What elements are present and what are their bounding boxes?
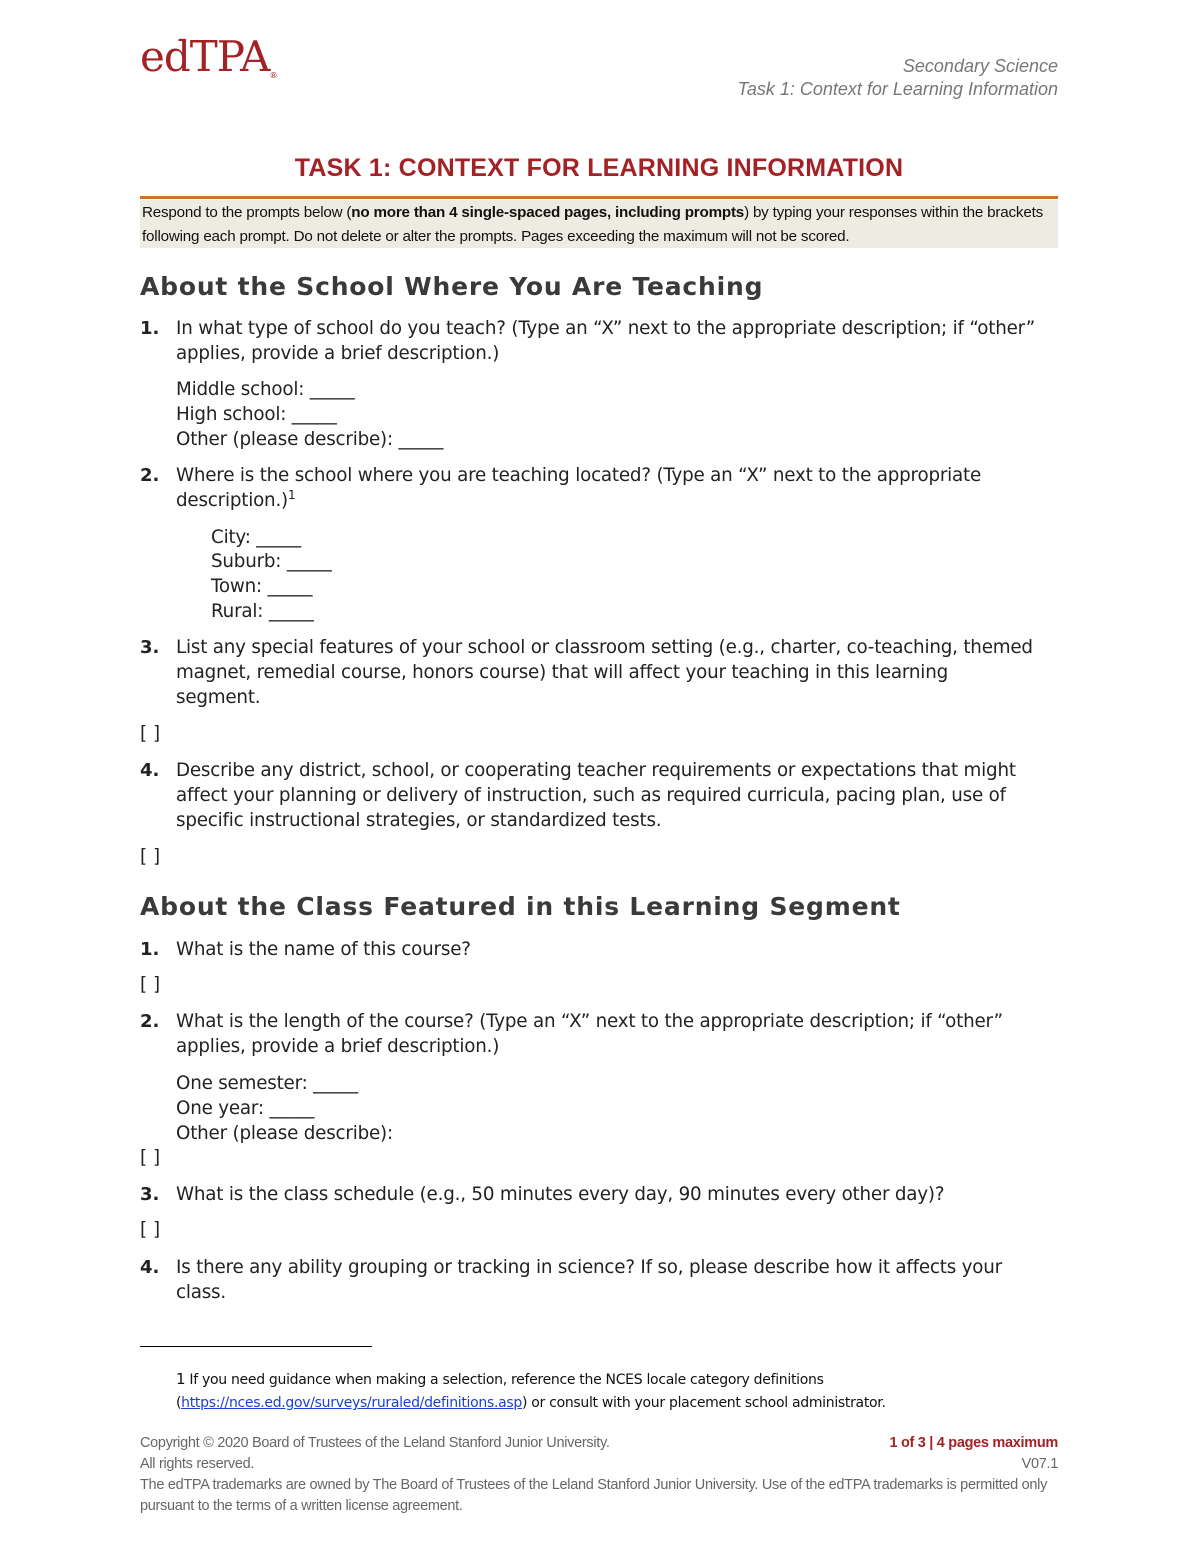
s1-q4-prompt: Describe any district, school, or cooperating teacher requirements or expectations that might affect your planning or delivery of instruction, such as required curricula, pacing plan, use of specific instructional strategies, or standardized tests.	[176, 760, 1016, 831]
s1-q2-option-suburb[interactable]: Suburb: _____	[211, 551, 332, 572]
footer-trademark: The edTPA trademarks are owned by The Board of Trustees of the Leland Stanford Junior University. Use of the edTPA trademarks is permitted only pursuant to the terms of a written license agreement.	[140, 1477, 1048, 1514]
header-task: Task 1: Context for Learning Information	[737, 79, 1058, 99]
s1-q2-option-town[interactable]: Town: _____	[211, 576, 313, 597]
s1-q3-number: 3.	[140, 637, 160, 658]
s1-q2-number: 2.	[140, 465, 160, 486]
s1-q2-prompt-text: Where is the school where you are teaching located? (Type an “X” next to the appropriate description.)	[176, 465, 982, 511]
footer-rights: All rights reserved.	[140, 1456, 255, 1472]
section-heading-class: About the Class Featured in this Learning Segment	[140, 892, 901, 921]
s2-q2-prompt: What is the length of the course? (Type an “X” next to the appropriate description; if “other” applies, provide a brief description.)	[176, 1011, 1003, 1057]
s1-q2-option-city[interactable]: City: _____	[211, 527, 301, 548]
footnote-line1	[176, 1367, 824, 1392]
s2-q3-prompt: What is the class schedule (e.g., 50 minutes every day, 90 minutes every other day)?	[176, 1184, 945, 1205]
instructions-part2: ) by typing your responses within the brackets following each prompt. Do not delete or alter the prompts. Pages exceeding the maximum will not be scored.	[142, 204, 1043, 245]
s2-q2-response[interactable]: [ ]	[140, 1147, 161, 1168]
logo-text: edTPA	[140, 32, 270, 81]
footnote-text: If you need guidance when making a selection, reference the NCES locale category definitions	[189, 1372, 824, 1388]
s2-q3-response[interactable]: [ ]	[140, 1219, 161, 1240]
s1-q2-prompt	[176, 463, 1056, 513]
s1-q2-option-rural[interactable]: Rural: _____	[211, 601, 314, 622]
footer-copyright: Copyright © 2020 Board of Trustees of the Leland Stanford Junior University.	[140, 1435, 610, 1451]
page-title: TASK 1: CONTEXT FOR LEARNING INFORMATION	[294, 154, 904, 182]
s1-q1-option-other[interactable]: Other (please describe): _____	[176, 429, 444, 450]
footnote-separator	[140, 1346, 372, 1347]
s2-q1-prompt: What is the name of this course?	[176, 939, 471, 960]
header-subject: Secondary Science	[902, 56, 1058, 76]
title-divider	[140, 196, 1058, 199]
footnote-text-rest: ) or consult with your placement school administrator.	[521, 1395, 886, 1411]
s2-q2-option-year[interactable]: One year: _____	[176, 1098, 315, 1119]
s1-q1-option-high[interactable]: High school: _____	[176, 404, 337, 425]
s2-q3-number: 3.	[140, 1184, 160, 1205]
s2-q4-prompt: Is there any ability grouping or tracking in science? If so, please describe how it affects your class.	[176, 1257, 1002, 1303]
section-heading-school: About the School Where You Are Teaching	[140, 272, 764, 301]
s2-q2-option-other[interactable]: Other (please describe):	[176, 1123, 393, 1144]
s1-q4-response[interactable]: [ ]	[140, 846, 161, 867]
instructions-bold: no more than 4 single-spaced pages, including prompts	[351, 204, 745, 221]
edtpa-logo	[140, 34, 300, 80]
s2-q2-option-semester[interactable]: One semester: _____	[176, 1073, 358, 1094]
s1-q3-prompt: List any special features of your school or classroom setting (e.g., charter, co-teaching, themed magnet, remedial course, honors course) that will affect your teaching in this learning segment.	[176, 637, 1033, 708]
footnote-number: 1	[176, 1370, 186, 1388]
instructions-part1: Respond to the prompts below (	[142, 204, 352, 221]
nces-link[interactable]: https://nces.ed.gov/surveys/ruraled/definitions.asp	[181, 1395, 522, 1411]
s2-q1-number: 1.	[140, 939, 160, 960]
s2-q4-number: 4.	[140, 1257, 160, 1278]
s2-q2-number: 2.	[140, 1011, 160, 1032]
s1-q1-prompt: In what type of school do you teach? (Type an “X” next to the appropriate description; if “other” applies, provide a brief description.)	[176, 318, 1036, 364]
instructions-box	[140, 200, 1058, 248]
footer-page-count: 1 of 3 | 4 pages maximum	[889, 1435, 1058, 1451]
footnote-line2	[176, 1391, 886, 1415]
footnote-ref: 1	[288, 487, 296, 502]
s1-q1-option-middle[interactable]: Middle school: _____	[176, 379, 355, 400]
s1-q1-number: 1.	[140, 318, 160, 339]
footnote-open-paren: (	[176, 1395, 182, 1411]
logo-registered-mark: ®	[269, 71, 278, 80]
s1-q4-number: 4.	[140, 760, 160, 781]
s1-q3-response[interactable]: [ ]	[140, 723, 161, 744]
s2-q1-response[interactable]: [ ]	[140, 974, 161, 995]
footer-version: V07.1	[1021, 1456, 1058, 1472]
